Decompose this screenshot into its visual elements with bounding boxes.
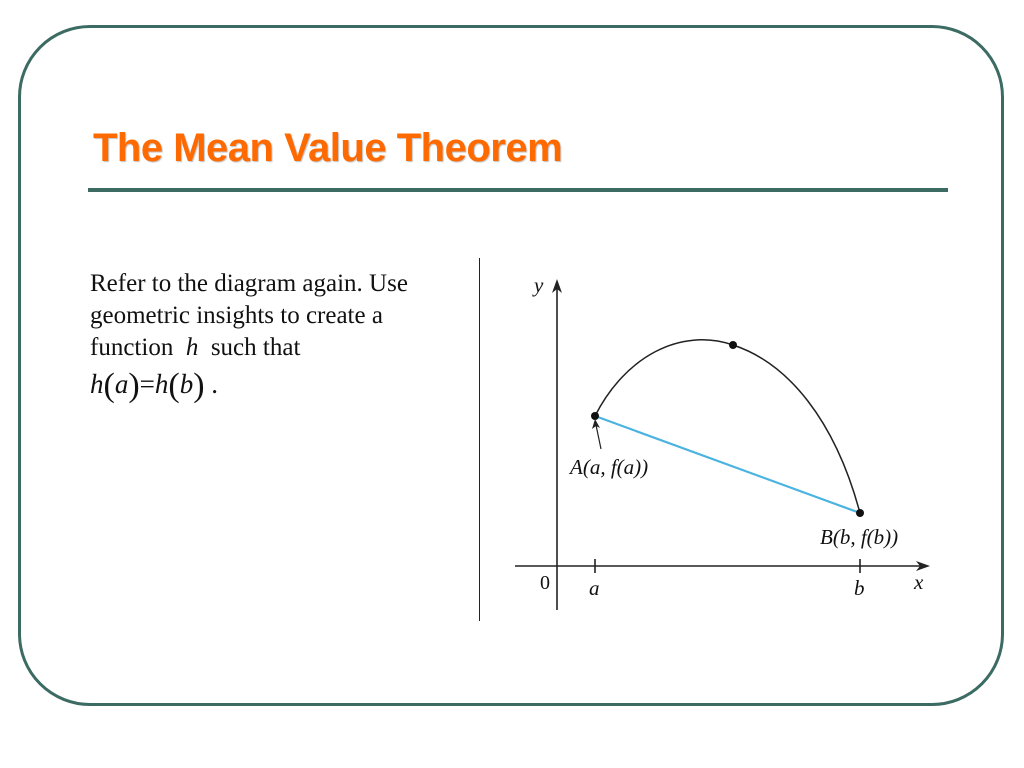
tangent-point — [729, 341, 737, 349]
eq-rhs-arg: b — [179, 369, 194, 399]
mvt-diagram — [490, 265, 950, 615]
point-B — [856, 509, 864, 517]
point-A-label: A(a, f(a)) — [570, 455, 649, 479]
eq-period: . — [211, 369, 219, 399]
text-line-3-start: function — [90, 334, 174, 361]
point-A — [591, 412, 599, 420]
text-line-1: Refer to the diagram again. Use — [90, 270, 408, 297]
equation: h(a)=h(b) . — [90, 367, 219, 404]
tick-b-label: b — [854, 576, 865, 600]
body-text — [90, 268, 460, 402]
pointer-arrow-A — [596, 425, 601, 449]
eq-rhs-fn: h — [154, 369, 169, 399]
tick-a-label: a — [589, 576, 600, 600]
eq-lhs-arg: a — [114, 369, 129, 399]
x-axis-label: x — [914, 570, 924, 594]
column-divider — [479, 258, 480, 621]
slide-title: The Mean Value Theorem — [93, 126, 563, 170]
point-B-label: B(b, f(b)) — [820, 525, 899, 549]
y-axis-label: y — [534, 273, 544, 297]
such-that-text: such that — [210, 334, 301, 361]
function-symbol: h — [185, 334, 199, 361]
origin-label: 0 — [540, 572, 550, 594]
function-curve — [595, 340, 860, 513]
text-line-3 — [90, 332, 460, 364]
text-line-2: geometric insights to create a — [90, 302, 383, 329]
eq-lhs-fn: h — [90, 369, 104, 399]
eq-equals: = — [139, 369, 155, 399]
title-underline — [88, 188, 948, 192]
